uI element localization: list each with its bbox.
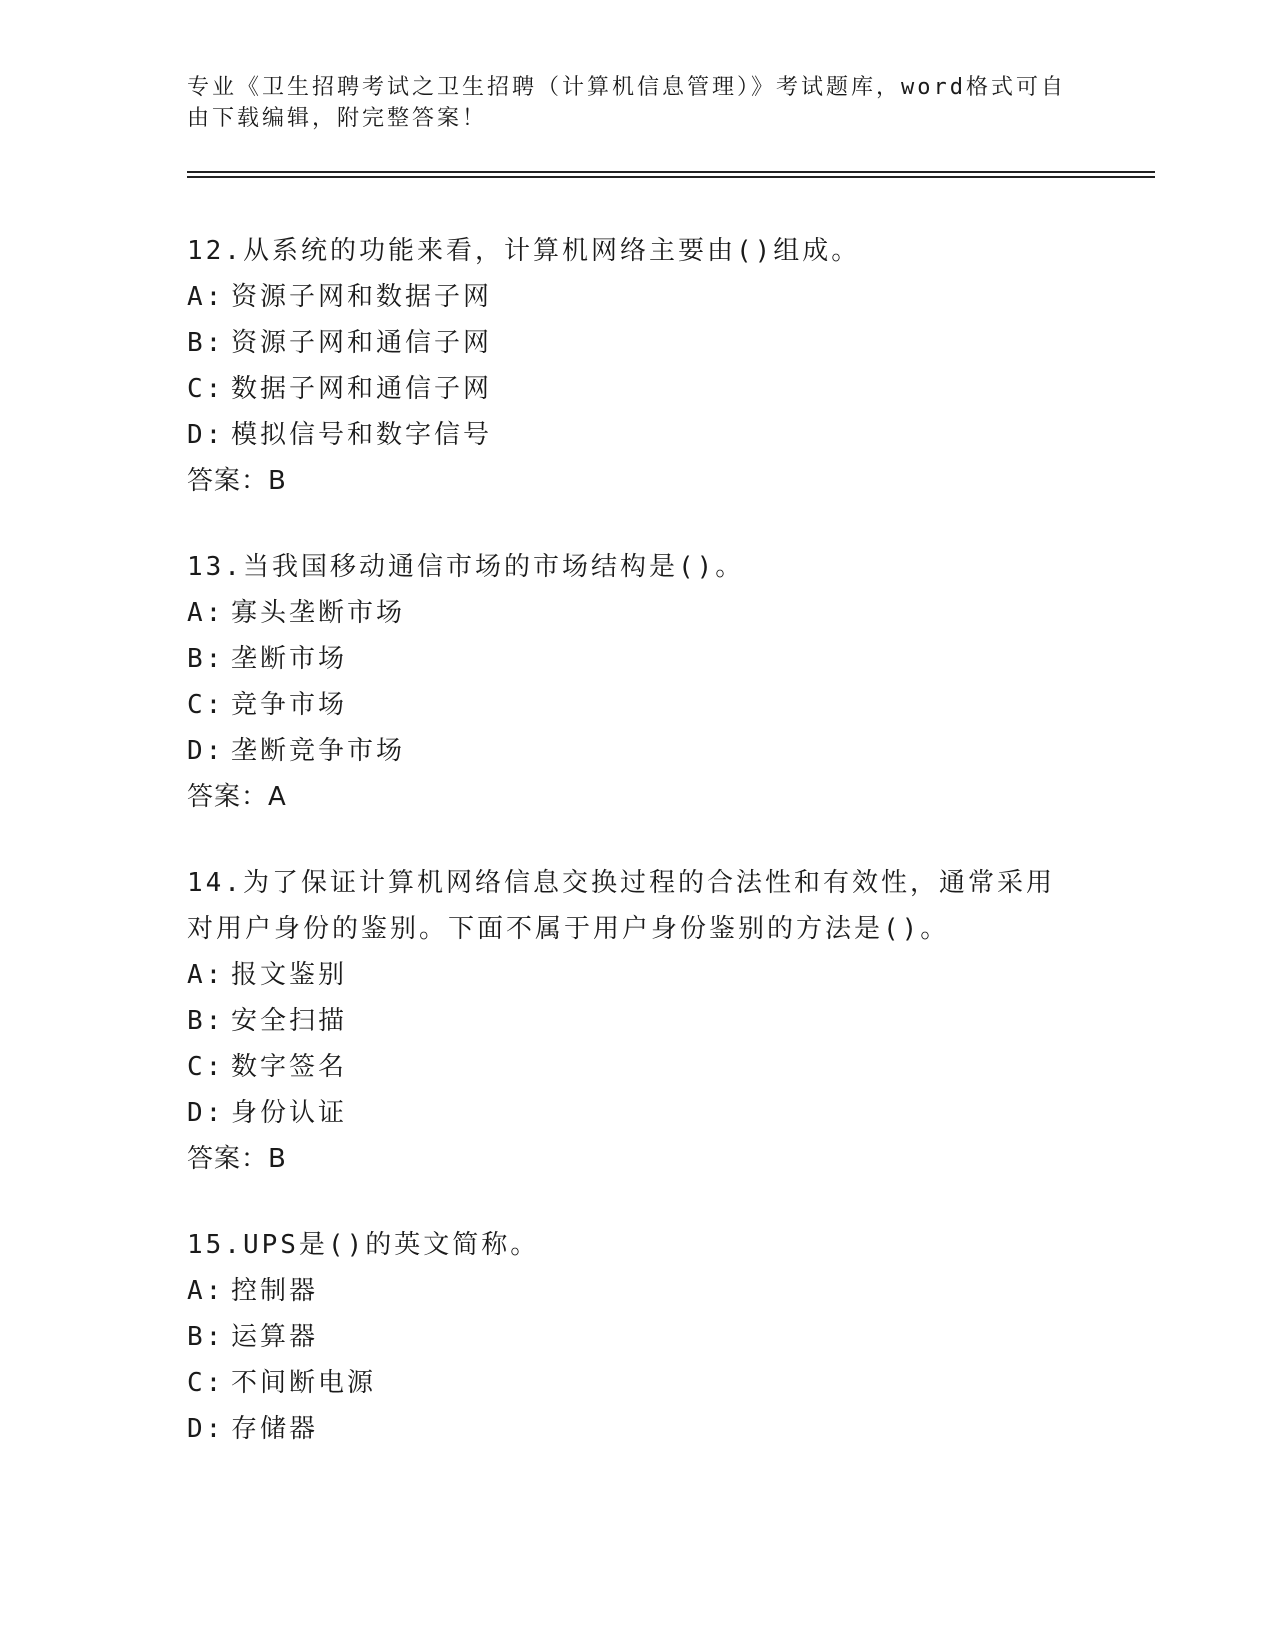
option-letter: C: <box>187 374 225 404</box>
option-text: 安全扫描 <box>231 1006 348 1036</box>
question-12 <box>187 228 1155 504</box>
option-text: 存储器 <box>231 1414 319 1444</box>
question-title: 15.UPS是()的英文简称。 <box>187 1230 540 1260</box>
option-letter: D: <box>187 420 225 450</box>
option-letter: B: <box>187 1322 225 1352</box>
option-text: 资源子网和通信子网 <box>231 328 493 358</box>
option-letter: A: <box>187 598 225 628</box>
question-title: 13.当我国移动通信市场的市场结构是()。 <box>187 552 745 582</box>
option-letter: B: <box>187 1006 225 1036</box>
header-double-rule <box>187 171 1155 178</box>
option-d <box>187 412 1155 458</box>
question-title: 12.从系统的功能来看，计算机网络主要由()组成。 <box>187 236 861 266</box>
option-c <box>187 1360 1155 1406</box>
answer-label: 答案：B <box>187 1144 287 1174</box>
answer-label: 答案：B <box>187 466 287 496</box>
option-text: 运算器 <box>231 1322 319 1352</box>
question-list <box>187 228 1155 1452</box>
option-text: 垄断竞争市场 <box>231 736 406 766</box>
option-text: 数据子网和通信子网 <box>231 374 493 404</box>
option-letter: D: <box>187 1414 225 1444</box>
option-letter: A: <box>187 282 225 312</box>
option-c <box>187 682 1155 728</box>
option-text: 竞争市场 <box>231 690 348 720</box>
option-letter: D: <box>187 1098 225 1128</box>
option-letter: B: <box>187 644 225 674</box>
answer-label: 答案：A <box>187 782 287 812</box>
option-letter: B: <box>187 328 225 358</box>
option-text: 垄断市场 <box>231 644 348 674</box>
option-a <box>187 274 1155 320</box>
option-d <box>187 728 1155 774</box>
option-text: 寡头垄断市场 <box>231 598 406 628</box>
option-c <box>187 366 1155 412</box>
option-text: 模拟信号和数字信号 <box>231 420 493 450</box>
option-letter: A: <box>187 1276 225 1306</box>
option-d <box>187 1406 1155 1452</box>
document-header: 专业《卫生招聘考试之卫生招聘（计算机信息管理）》考试题库，word格式可自由下载编辑，附完整答案！ <box>187 75 1066 131</box>
option-text: 资源子网和数据子网 <box>231 282 493 312</box>
option-text: 控制器 <box>231 1276 319 1306</box>
option-b <box>187 636 1155 682</box>
option-letter: A: <box>187 960 225 990</box>
option-c <box>187 1044 1155 1090</box>
option-text: 身份认证 <box>231 1098 348 1128</box>
option-a <box>187 1268 1155 1314</box>
option-text: 报文鉴别 <box>231 960 348 990</box>
document-page <box>187 72 1155 1492</box>
option-letter: C: <box>187 1368 225 1398</box>
question-14 <box>187 860 1155 1182</box>
option-a <box>187 952 1155 998</box>
option-text: 不间断电源 <box>231 1368 377 1398</box>
question-title: 14.为了保证计算机网络信息交换过程的合法性和有效性，通常采用对用户身份的鉴别。下面不属于用户身份鉴别的方法是()。 <box>187 868 1055 944</box>
option-b <box>187 320 1155 366</box>
option-a <box>187 590 1155 636</box>
option-text: 数字签名 <box>231 1052 348 1082</box>
question-13 <box>187 544 1155 820</box>
question-15 <box>187 1222 1155 1452</box>
option-letter: C: <box>187 690 225 720</box>
option-letter: C: <box>187 1052 225 1082</box>
option-d <box>187 1090 1155 1136</box>
option-b <box>187 1314 1155 1360</box>
option-letter: D: <box>187 736 225 766</box>
option-b <box>187 998 1155 1044</box>
